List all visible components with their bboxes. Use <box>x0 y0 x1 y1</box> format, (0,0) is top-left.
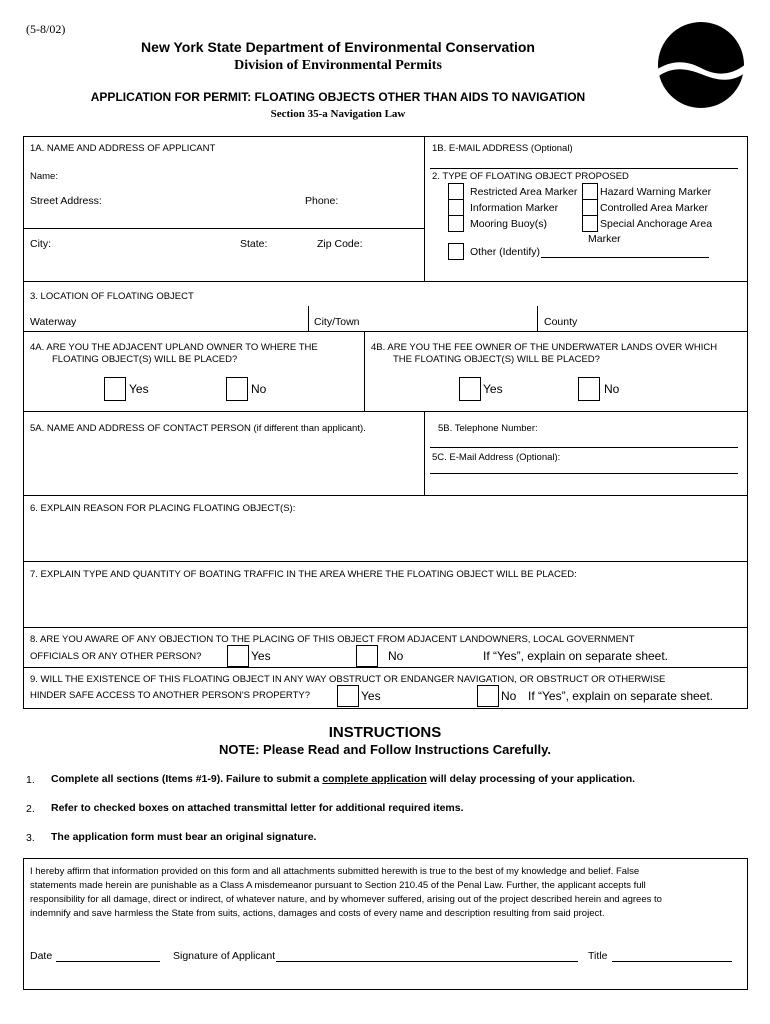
division-name: Division of Environmental Permits <box>234 58 442 73</box>
fee-yes-label: Yes <box>483 382 503 396</box>
complete-application-link: complete application <box>322 773 427 785</box>
title-input-line[interactable] <box>612 961 732 962</box>
affirmation-box <box>23 858 748 990</box>
location-title: 3. LOCATION OF FLOATING OBJECT <box>30 291 194 302</box>
date-input-line[interactable] <box>56 961 160 962</box>
instruction-2: Refer to checked boxes on attached transmittal letter for additional required items. <box>51 802 464 814</box>
email-label: 1B. E-MAIL ADDRESS (Optional) <box>432 143 573 154</box>
special-anchorage-label: Special Anchorage Area <box>600 218 713 230</box>
restricted-area-label: Restricted Area Marker <box>470 186 578 198</box>
mooring-buoy-label: Mooring Buoy(s) <box>470 218 548 230</box>
law-section: Section 35-a Navigation Law <box>270 108 406 120</box>
phone-field[interactable]: Phone: <box>305 195 339 207</box>
information-marker-checkbox[interactable] <box>448 199 464 216</box>
instruction-1: Complete all sections (Items #1-9). Failure to submit a complete application will delay processing of your application. <box>51 773 636 785</box>
fee-no-label: No <box>604 382 620 396</box>
affirmation-line-1: I hereby affirm that information provided on this form and all attachments submitted herewith is true to the best of my knowledge and belief. False <box>30 866 640 877</box>
county-field[interactable]: County <box>544 316 578 328</box>
zip-code-field[interactable]: Zip Code: <box>317 238 363 250</box>
obstruct-question-2: HINDER SAFE ACCESS TO ANOTHER PERSON'S PROPERTY? <box>30 690 311 701</box>
other-label: Other (Identify) <box>470 246 541 258</box>
obstruct-no-checkbox[interactable] <box>477 685 499 707</box>
restricted-area-checkbox[interactable] <box>448 183 464 200</box>
mooring-buoy-checkbox[interactable] <box>448 215 464 232</box>
affirmation-line-3: responsibility for all damage, direct or indirect, of whatever nature, and by whomever suffered, arising out of the project described herein and agrees to <box>30 894 662 905</box>
objection-no-label: No <box>388 649 404 663</box>
special-anchorage-label-2: Marker <box>588 233 621 245</box>
telephone-input-line[interactable] <box>430 447 738 448</box>
instruction-1-number: 1. <box>26 774 35 786</box>
contact-email-label: 5C. E-Mail Address (Optional): <box>432 452 561 463</box>
fee-owner-question-2: THE FLOATING OBJECT(S) WILL BE PLACED? <box>393 354 600 365</box>
hazard-warning-checkbox[interactable] <box>582 183 598 200</box>
title-label: Title <box>588 950 608 962</box>
special-anchorage-checkbox[interactable] <box>582 215 598 232</box>
upland-yes-checkbox[interactable] <box>104 377 126 401</box>
obstruct-note: If “Yes”, explain on separate sheet. <box>528 689 714 703</box>
type-title: 2. TYPE OF FLOATING OBJECT PROPOSED <box>432 171 629 182</box>
objection-question: 8. ARE YOU AWARE OF ANY OBJECTION TO THE PLACING OF THIS OBJECT FROM ADJACENT LANDOWNERS, LOCAL GOVERNMENT <box>30 634 635 645</box>
obstruct-question: 9. WILL THE EXISTENCE OF THIS FLOATING OBJECT IN ANY WAY OBSTRUCT OR ENDANGER NAVIGATION, OR OBSTRUCT OR OTHERWISE <box>30 674 666 685</box>
applicant-label: 1A. NAME AND ADDRESS OF APPLICANT <box>30 143 216 154</box>
instruction-3: The application form must bear an original signature. <box>51 831 317 843</box>
signature-input-line[interactable] <box>276 961 578 962</box>
affirmation-line-4: indemnify and save harmless the State from suits, actions, damages and costs of every name and description resulting from said project. <box>30 908 605 919</box>
hazard-warning-label: Hazard Warning Marker <box>600 186 712 198</box>
information-marker-label: Information Marker <box>470 202 559 214</box>
instruction-2-number: 2. <box>26 803 35 815</box>
city-field[interactable]: City: <box>30 238 51 250</box>
objection-note: If “Yes”, explain on separate sheet. <box>483 649 669 663</box>
objection-question-2: OFFICIALS OR ANY OTHER PERSON? <box>30 651 202 662</box>
upland-yes-label: Yes <box>129 382 149 396</box>
reason-label: 6. EXPLAIN REASON FOR PLACING FLOATING OBJECT(S): <box>30 503 296 514</box>
email-input-line[interactable] <box>430 168 738 169</box>
other-input-line[interactable] <box>541 257 709 258</box>
fee-yes-checkbox[interactable] <box>459 377 481 401</box>
obstruct-yes-label: Yes <box>361 689 381 703</box>
controlled-area-label: Controlled Area Marker <box>600 202 708 214</box>
upland-no-checkbox[interactable] <box>226 377 248 401</box>
instruction-3-number: 3. <box>26 832 35 844</box>
form-code: (5-8/02) <box>26 22 66 36</box>
instructions-note: NOTE: Please Read and Follow Instructions Carefully. <box>218 742 552 757</box>
controlled-area-checkbox[interactable] <box>582 199 598 216</box>
fee-no-checkbox[interactable] <box>578 377 600 401</box>
fee-owner-question: 4B. ARE YOU THE FEE OWNER OF THE UNDERWATER LANDS OVER WHICH <box>371 342 718 353</box>
upland-owner-question: 4A. ARE YOU THE ADJACENT UPLAND OWNER TO WHERE THE <box>30 342 318 353</box>
objection-yes-checkbox[interactable] <box>227 645 249 667</box>
waterway-field[interactable]: Waterway <box>30 316 77 328</box>
contact-person-label: 5A. NAME AND ADDRESS OF CONTACT PERSON (if different than applicant). <box>30 423 366 434</box>
state-field[interactable]: State: <box>240 238 268 250</box>
objection-no-checkbox[interactable] <box>356 645 378 667</box>
name-field[interactable]: Name: <box>30 171 58 182</box>
section-3-box <box>23 281 748 333</box>
affirmation-line-2: statements made herein are punishable as a Class A misdemeanor pursuant to Section 210.45 of the Penal Law. Further, the applicant accepts full <box>30 880 646 891</box>
upland-owner-question-2: FLOATING OBJECT(S) WILL BE PLACED? <box>52 354 238 365</box>
page-title: APPLICATION FOR PERMIT: FLOATING OBJECTS OTHER THAN AIDS TO NAVIGATION <box>90 90 586 104</box>
contact-email-input-line[interactable] <box>430 473 738 474</box>
date-label: Date <box>30 950 53 962</box>
obstruct-yes-checkbox[interactable] <box>337 685 359 707</box>
other-checkbox[interactable] <box>448 243 464 260</box>
signature-label: Signature of Applicant <box>173 950 276 962</box>
instructions-heading: INSTRUCTIONS <box>328 724 442 741</box>
city-town-field[interactable]: City/Town <box>314 316 360 328</box>
telephone-label: 5B. Telephone Number: <box>438 423 538 434</box>
upland-no-label: No <box>251 382 267 396</box>
dec-logo-icon <box>656 20 746 110</box>
obstruct-no-label: No <box>501 689 517 703</box>
agency-name: New York State Department of Environmental Conservation <box>141 39 535 55</box>
traffic-label: 7. EXPLAIN TYPE AND QUANTITY OF BOATING TRAFFIC IN THE AREA WHERE THE FLOATING OBJECT WILL BE PLACED: <box>30 569 577 580</box>
objection-yes-label: Yes <box>251 649 271 663</box>
street-address-field[interactable]: Street Address: <box>30 195 102 207</box>
